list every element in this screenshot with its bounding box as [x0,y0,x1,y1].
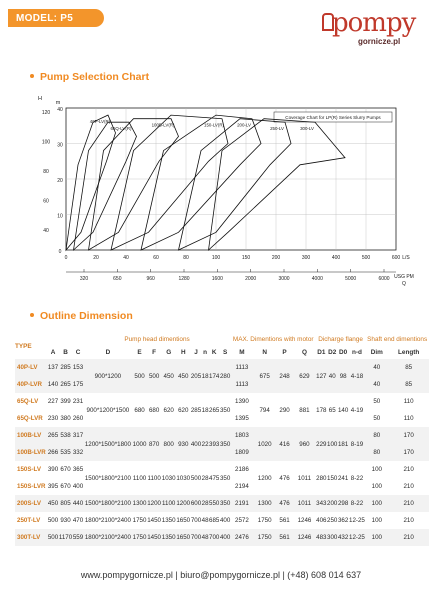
cell-length: 110 [403,398,414,405]
cell-m: 2194 [235,483,249,490]
x2-tick-label: 960 [146,276,155,282]
y-right-unit: m [55,100,61,106]
cell-k: 265 [209,406,220,414]
cell-length: 110 [403,415,414,422]
cell-d1: 483 [316,529,327,546]
x-tick-label: 500 [361,255,371,261]
cell-d: 900*1200 [83,359,132,393]
y-right-tick-label: 20 [57,178,63,184]
type-cell: 300T-LV [15,529,48,546]
type-cell: 200S-LV [15,495,48,512]
table-row [15,461,429,478]
col-header-d1: D1 [317,349,326,356]
table-row [15,393,429,410]
cell-b: 535 [58,444,72,461]
col-header-j: J [194,349,198,356]
cell-nd: 12-25 [349,517,365,524]
cell-n: 1750 [257,517,272,524]
cell-m: 2476 [231,529,254,546]
cell-a: 500 [48,529,59,546]
y-right-tick-label: 10 [57,213,63,220]
cell-f: 1200 [147,495,162,512]
col-header-k: K [211,349,217,356]
cell-c: 317 [73,427,84,444]
x2-tick-label: 650 [113,276,122,282]
type-cell: 40P-LVR [15,376,48,393]
cell-g: 1350 [161,517,176,524]
cell-g: 450 [161,359,176,393]
discharge-header: Dicharge flange [318,336,363,343]
x-tick-label: 0 [64,255,68,261]
cell-k: 475 [209,474,220,482]
x-tick-label: 80 [183,255,189,261]
cell-nd: 8-19 [349,427,366,461]
cell-nd: 12-25 [349,529,366,546]
col-header-s: S [222,349,228,356]
col-header-p: P [282,349,287,356]
cell-m: 1803 [231,427,254,444]
cell-g: 620 [163,406,174,414]
pump-selection-title [30,71,149,83]
x2-tick-label: 4000 [311,276,323,282]
x2-tick-label: 320 [79,276,89,282]
type-cell: 65Q-LVR [17,415,43,422]
cell-b: 538 [58,427,72,444]
shaft-header: Shaft end dimentions [367,336,428,343]
cell-dim: 80 [365,444,388,461]
cell-q: 1011 [297,474,312,482]
type-cell: 150S-LV [17,466,41,473]
col-header-e: E [137,349,142,356]
x-tick-label: 100 [211,255,221,261]
cell-q: 1011 [293,495,316,512]
cell-nd: 8-22 [350,474,364,482]
cell-d0: 241 [337,474,349,482]
table-row [15,359,429,376]
cell-k: 393 [209,427,220,461]
cell-e: 1100 [132,474,147,482]
type-header: TYPE [15,342,32,350]
table-row [15,529,429,546]
cell-d2: 40 [327,359,338,393]
cell-nd: 4-18 [349,359,366,393]
pump-head-header: Pump head dimentions [124,336,190,343]
type-cell: 250T-LV [17,517,41,524]
cell-c: 559 [73,529,84,546]
cell-d: 900*1200*1500 [86,406,130,414]
cell-d1: 280 [316,474,327,482]
cell-m: 1395 [235,415,249,422]
x-unit-top: L/S [402,255,410,261]
cell-n: 1020 [253,427,276,461]
cell-nd: 4-19 [350,406,364,414]
y-right-tick-label: 40 [57,107,63,113]
table-row [15,512,429,529]
cell-c: 470 [72,517,84,524]
cell-b: 265 [58,376,72,393]
cell-s: 350 [220,427,231,461]
col-header-d: D [105,349,111,356]
x2-label: Q [402,281,406,287]
cell-c: 260 [72,415,84,422]
cell-f: 870 [147,427,162,461]
cell-j: 700 [191,529,202,546]
cell-d2: 200 [327,495,338,512]
cell-m: 1113 [231,359,254,376]
col-header-d0: D0 [339,349,348,356]
x-tick-label: 400 [331,255,341,261]
cell-b: 380 [60,415,71,422]
logo-word: pompy [332,8,416,38]
cell-h: 1650 [176,517,191,524]
cell-s: 280 [220,359,231,393]
cell-f: 500 [147,359,162,393]
cell-d1: 406 [316,517,327,524]
cell-length: 85 [388,359,429,376]
x-tick-label: 40 [123,255,129,261]
cell-n: 794 [259,406,270,414]
cell-e: 680 [134,406,145,414]
cell-d0: 140 [337,406,349,414]
cell-d2: 150 [327,474,338,482]
cell-dim: 40 [365,359,388,376]
cell-b: 670 [60,483,71,490]
cell-e: 1750 [132,529,147,546]
cell-b: 1170 [58,529,72,546]
x2-tick-label: 2000 [245,276,257,282]
x2-tick-label: 1280 [178,276,190,282]
curve-label: 100B-LV(R) [151,122,175,128]
col-header-d2: D2 [328,349,337,356]
cell-e: 1750 [132,517,147,524]
y-left-tick-label: 60 [43,198,49,205]
company-logo [318,8,428,50]
cell-f: 1450 [147,517,161,524]
outline-dimension-table-wrap [15,333,429,546]
pump-selection-title-text: Pump Selection Chart [40,71,150,83]
col-header-b: B [63,349,68,356]
curve-label: 200-LV [237,122,251,128]
cell-length: 85 [388,376,429,393]
cell-m: 1113 [231,376,254,393]
bullet-icon [30,313,34,317]
x-tick-label: 300 [301,255,311,261]
cell-d2: 300 [327,529,338,546]
cell-n: 675 [253,359,276,393]
cell-length: 210 [388,529,429,546]
cell-g: 1030 [161,474,176,482]
cell-d2: 65 [328,406,336,414]
cell-s: 350 [219,406,231,414]
y-left-tick-label: 40 [43,228,49,234]
x-tick-label: 60 [153,255,159,261]
cell-dim: 100 [371,517,382,524]
cell-dim: 100 [371,466,382,473]
curve-label: 150-LV(R) [204,122,224,128]
cell-a: 500 [47,517,59,524]
chart-title: Coverage Chart for LP(R) Series Slurry Pumps [285,115,381,120]
logo-sub: gornicze.pl [358,37,401,46]
cell-n: 18 [201,406,209,414]
x2-tick-label: 1600 [211,276,223,282]
col-header-n: n [203,349,208,356]
curve-label: 250-LV [270,126,284,132]
cell-k: 685 [209,517,220,524]
cell-j: 285 [190,406,202,414]
cell-k: 700 [209,529,220,546]
type-cell: 65Q-LV [17,398,39,405]
outline-dimension-title [30,310,133,322]
cell-h: 1030 [176,474,191,482]
cell-c: 153 [73,359,84,376]
cell-j: 400 [191,427,202,461]
outline-dimension-table [15,333,429,546]
cell-d0: 98 [338,359,349,393]
cell-n: 48 [201,529,208,546]
cell-p: 476 [279,474,290,482]
cell-a: 265 [48,427,59,444]
cell-f: 680 [148,406,160,414]
cell-e: 1300 [132,495,147,512]
col-header-dim: Dim [370,349,383,356]
cell-dim: 40 [365,376,388,393]
type-cell: 40P-LV [15,359,48,376]
cell-c: 400 [72,483,84,490]
cell-q: 1246 [293,529,316,546]
cell-d1: 229 [316,427,327,461]
cell-e: 500 [132,359,147,393]
cell-h: 620 [178,406,189,414]
model-label: MODEL [16,12,54,24]
cell-q: 629 [293,359,316,393]
col-header-n-d: n-d [351,349,362,356]
cell-q: 1246 [297,517,312,524]
cell-length: 210 [403,466,414,473]
cell-dim: 100 [365,495,388,512]
table-column-header [15,346,429,359]
cell-h: 1200 [176,495,191,512]
cell-a: 137 [48,359,59,376]
cell-d1: 127 [316,359,327,393]
col-header-n: N [262,349,267,356]
cell-m: 1390 [235,398,249,405]
cell-c: 332 [73,444,84,461]
cell-p: 248 [276,359,293,393]
max-dims-header: MAX. Dimentions with motor [232,336,314,343]
cell-j: 700 [190,517,202,524]
cell-nd: 8-22 [349,495,366,512]
table-group-header [15,333,429,346]
cell-d: 1500*1800*2100 [84,474,131,482]
x-tick-label: 150 [241,255,251,261]
cell-b: 670 [60,466,71,473]
cell-a: 230 [47,415,59,422]
cell-s: 350 [220,495,231,512]
cell-d0: 362 [337,517,349,524]
cell-f: 1450 [147,529,162,546]
cell-length: 170 [388,444,429,461]
cell-g: 800 [161,427,176,461]
cell-dim: 50 [373,415,381,422]
cell-e: 1000 [132,427,147,461]
x-tick-label: 20 [93,255,99,261]
cell-h: 1650 [176,529,191,546]
cell-d1: 343 [316,495,327,512]
col-header-c: C [75,349,81,356]
curve-label: 300-LV [300,126,314,132]
y-left-tick-label: 80 [43,169,49,175]
cell-b: 285 [58,359,72,376]
col-header-m: M [239,349,245,356]
cell-a: 390 [47,466,59,473]
cell-m: 2191 [231,495,254,512]
model-value: P5 [60,12,74,24]
cell-g: 1100 [161,495,176,512]
outline-dimension-title-text: Outline Dimension [40,310,133,322]
cell-a: 450 [48,495,59,512]
table-row [15,495,429,512]
cell-a: 227 [47,398,59,405]
cell-length: 170 [388,427,429,444]
cell-q: 881 [299,406,310,414]
cell-q: 960 [293,427,316,461]
cell-n: 22 [201,427,208,461]
type-cell: 150S-LVR [17,483,46,490]
curve-label: 40P-LV(R) [89,119,111,125]
bullet-icon [30,74,34,78]
cell-dim: 80 [365,427,388,444]
col-header-f: F [152,349,157,356]
x-tick-label: 200 [271,255,281,261]
cell-d: 1200*1500*1800 [83,427,132,461]
cell-length: 210 [403,517,414,524]
table-row [15,427,429,444]
cell-k: 174 [209,359,220,393]
cell-d0: 298 [338,495,349,512]
cell-h: 450 [176,359,191,393]
cell-n: 1300 [253,495,276,512]
cell-g: 1350 [161,529,176,546]
cell-p: 416 [276,427,293,461]
type-cell: 100B-LVR [15,444,48,461]
model-badge [8,9,104,27]
cell-p: 476 [276,495,293,512]
cell-b: 399 [60,398,71,405]
x-tick-label: 600 [391,255,401,261]
cell-j: 600 [191,495,202,512]
cell-a: 140 [48,376,59,393]
col-header-length: Length [397,349,420,356]
col-header-a: A [50,349,56,356]
cell-h: 930 [176,427,191,461]
curve-label: 65Q-LV(R) [110,126,132,132]
cell-n: 28 [201,474,209,482]
cell-d: 1800*2100*2400 [84,517,131,524]
cell-m: 1809 [231,444,254,461]
cell-n: 28 [201,495,208,512]
cell-a: 395 [47,483,59,490]
col-header-h: H [180,349,186,356]
cell-s: 400 [220,529,231,546]
cell-m: 2186 [235,466,249,473]
cell-d2: 100 [327,427,338,461]
cell-p: 561 [279,517,290,524]
x2-unit: USG PM [394,274,414,280]
cell-n: 1200 [257,474,272,482]
cell-c: 365 [72,466,84,473]
y-right-tick-label: 30 [57,142,63,149]
cell-dim: 50 [373,398,381,405]
y-left-unit: H [38,96,42,102]
cell-c: 175 [73,376,84,393]
cell-d0: 181 [338,427,349,461]
y-left-tick-label: 120 [41,110,51,116]
col-header-q: Q [301,349,307,356]
cell-n: 1750 [253,529,276,546]
type-cell: 100B-LV [15,427,48,444]
y-left-tick-label: 100 [41,139,51,146]
cell-d: 1800*2100*2400 [83,529,132,546]
cell-d: 1500*1800*2100 [83,495,132,512]
cell-p: 290 [279,406,290,414]
cell-b: 805 [58,495,72,512]
x2-tick-label: 6000 [378,276,390,282]
cell-length: 210 [403,483,414,490]
cell-j: 500 [190,474,202,482]
cell-dim: 100 [371,483,382,490]
cell-m: 2572 [235,517,249,524]
cell-c: 440 [73,495,84,512]
cell-c: 231 [72,398,84,405]
x2-tick-label: 5000 [345,276,357,282]
cell-n: 18 [201,359,208,393]
x2-tick-label: 3000 [278,276,290,282]
cell-p: 561 [276,529,293,546]
cell-length: 210 [388,495,429,512]
cell-f: 1100 [147,474,161,482]
cell-b: 930 [60,517,71,524]
pump-selection-chart [38,92,414,288]
cell-n: 48 [201,517,209,524]
cell-k: 550 [209,495,220,512]
cell-a: 266 [48,444,59,461]
col-header-g: G [166,349,172,356]
cell-d0: 432 [338,529,349,546]
cell-s: 350 [219,474,231,482]
cell-d2: 250 [327,517,338,524]
cell-d1: 178 [316,406,327,414]
cell-j: 205 [191,359,202,393]
footer-contact: www.pompygornicze.pl | biuro@pompygornicze.pl | (+48) 608 014 637 [80,570,362,580]
y-right-tick-label: 0 [58,249,62,255]
cell-dim: 100 [365,529,388,546]
cell-s: 400 [219,517,231,524]
model-separator: : [53,12,58,24]
